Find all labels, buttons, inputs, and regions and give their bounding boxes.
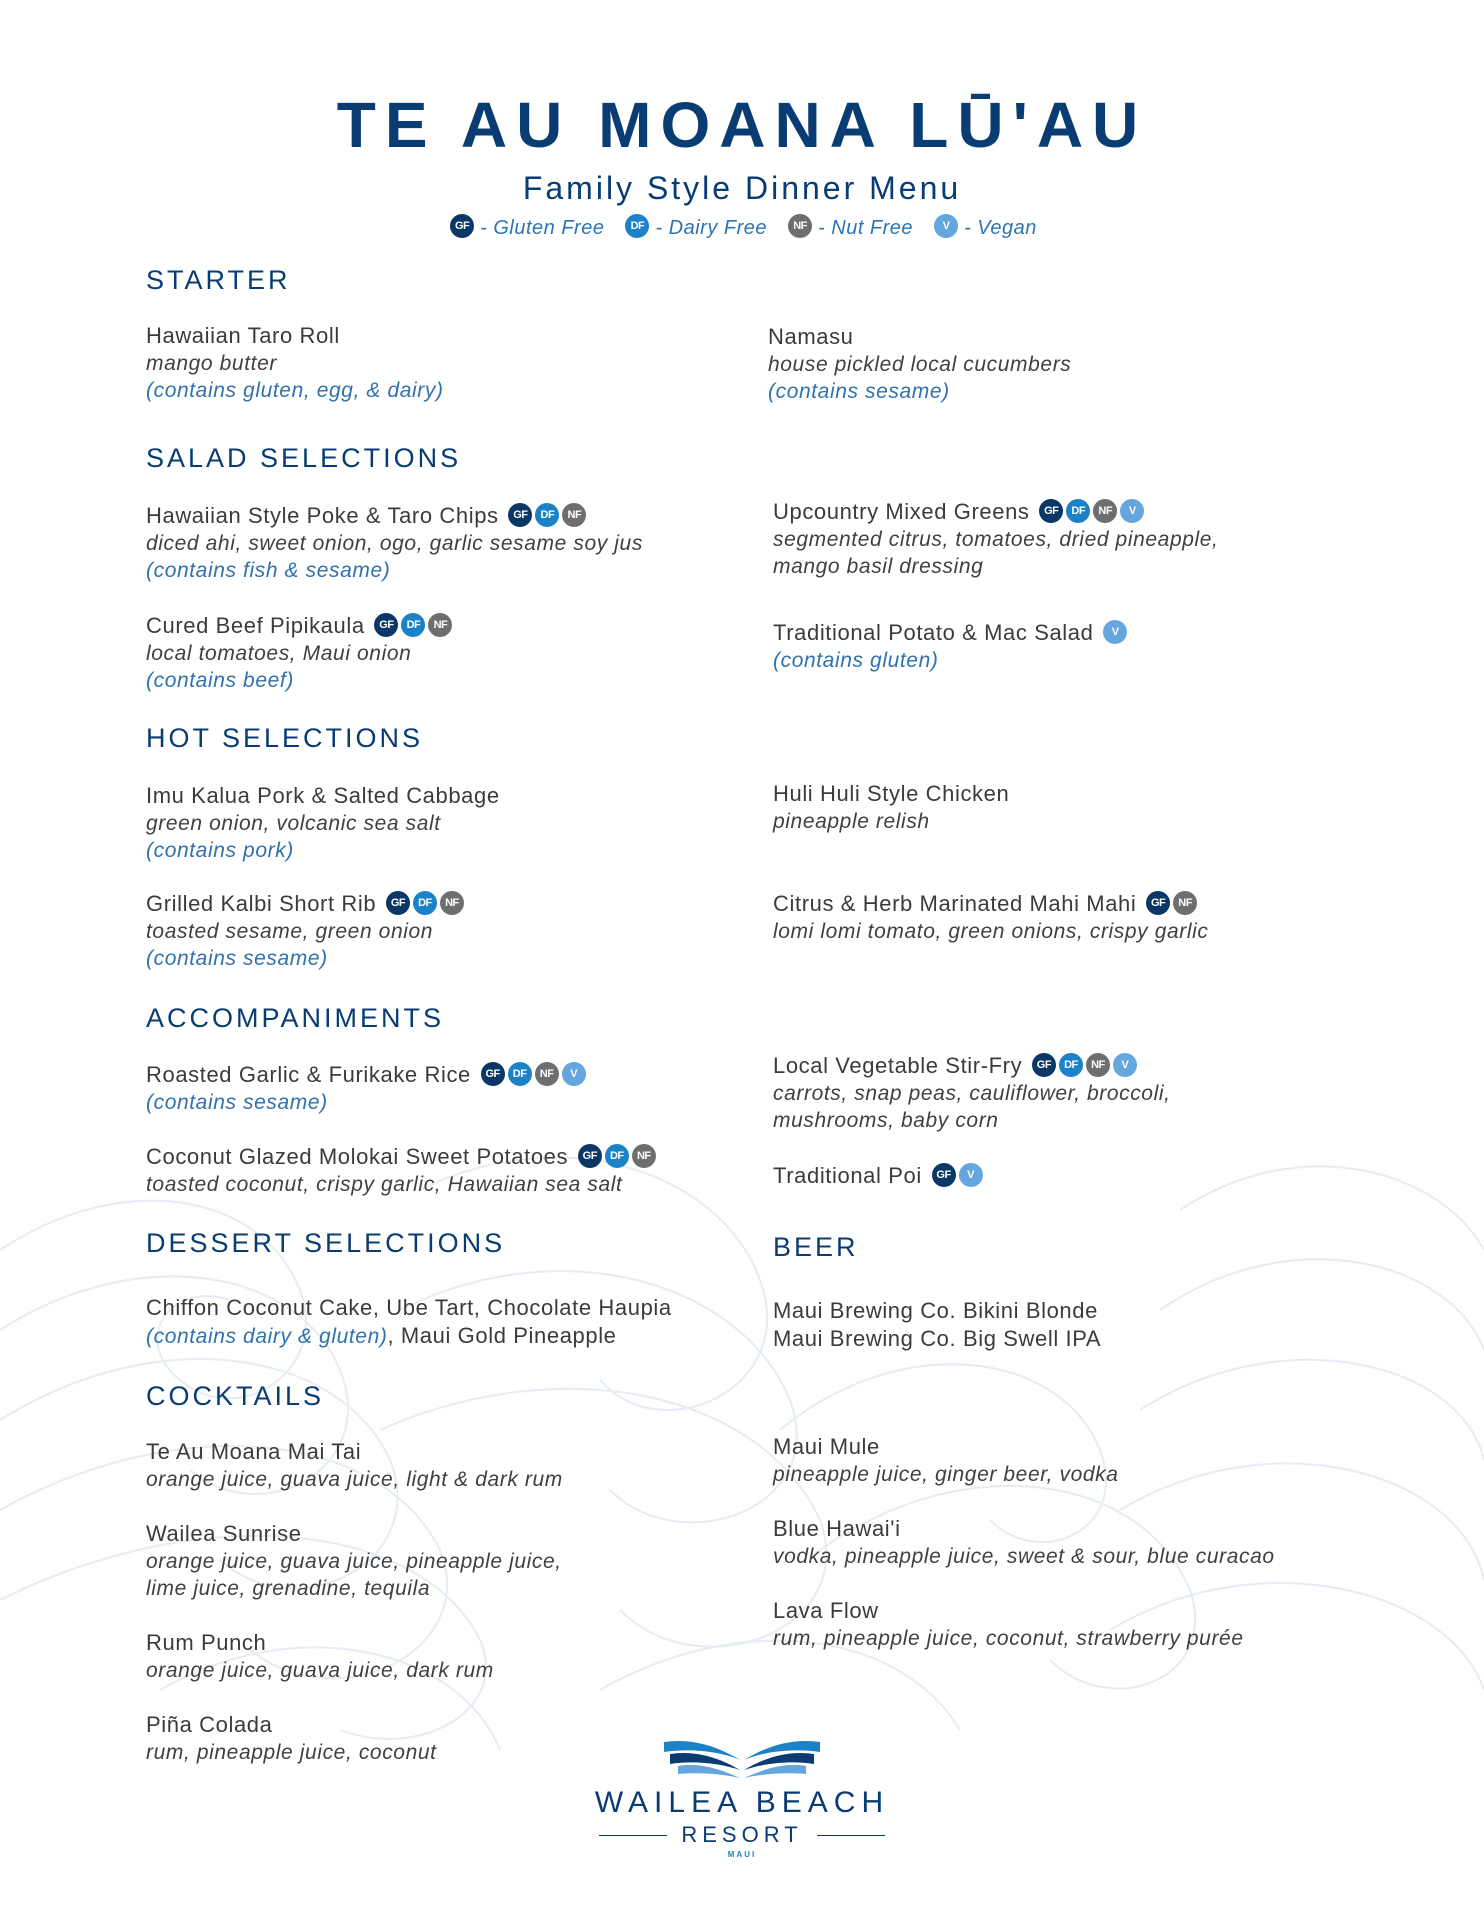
item-name: Imu Kalua Pork & Salted Cabbage — [146, 783, 500, 808]
menu-item-desserts — [146, 1294, 746, 1350]
vegan-icon: V — [1113, 1053, 1137, 1077]
menu-subtitle: Family Style Dinner Menu — [522, 170, 962, 206]
menu-item-furikake-rice — [146, 1061, 726, 1116]
nut-free-icon: NF — [562, 503, 586, 527]
item-allergen-note: (contains beef) — [146, 669, 294, 692]
gluten-free-icon: GF — [932, 1163, 956, 1187]
logo-wordmark: WAILEA BEACH — [594, 1786, 890, 1819]
item-name-continued: (contains dairy & gluten), Maui Gold Pineapple — [146, 1323, 617, 1348]
item-allergen-note: (contains sesame) — [768, 380, 950, 403]
item-name: Wailea Sunrise — [146, 1521, 302, 1546]
item-description: vodka, pineapple juice, sweet & sour, blue curacao — [773, 1545, 1275, 1568]
dairy-free-icon: DF — [413, 891, 437, 915]
beer-big-swell-ipa: Maui Brewing Co. Big Swell IPA — [773, 1326, 1102, 1351]
menu-item-kalbi-short-rib — [146, 890, 726, 972]
item-name: Piña Colada — [146, 1712, 273, 1737]
item-name: Namasu — [768, 324, 854, 349]
item-description: rum, pineapple juice, coconut — [146, 1741, 437, 1764]
vegan-icon: V — [562, 1062, 586, 1086]
beer-list — [773, 1297, 1353, 1353]
menu-item-blue-hawaii — [773, 1515, 1433, 1570]
legend-gluten-free — [447, 216, 604, 240]
item-allergen-note: (contains sesame) — [146, 1091, 328, 1114]
item-allergen-note: (contains dairy & gluten) — [146, 1325, 388, 1348]
logo-resort-text: RESORT — [681, 1822, 803, 1847]
menu-item-mai-tai — [146, 1438, 726, 1493]
gluten-free-icon: GF — [386, 891, 410, 915]
item-description: house pickled local cucumbers — [768, 353, 1072, 376]
logo-divider — [817, 1835, 885, 1836]
nut-free-icon: NF — [440, 891, 464, 915]
menu-item-kalua-pork — [146, 782, 726, 864]
menu-item-rum-punch — [146, 1629, 726, 1684]
item-name: Huli Huli Style Chicken — [773, 781, 1010, 806]
menu-item-pipikaula — [146, 612, 726, 694]
legend-label: - Gluten Free — [480, 216, 605, 239]
menu-item-potato-mac-salad — [773, 619, 1353, 674]
item-name: Chiffon Coconut Cake, Ube Tart, Chocolate Haupia — [146, 1295, 672, 1320]
item-description: lomi lomi tomato, green onions, crispy garlic — [773, 920, 1209, 943]
nut-free-icon: NF — [632, 1144, 656, 1168]
logo-location: MAUI — [727, 1850, 757, 1859]
section-heading-dessert: DESSERT SELECTIONS — [146, 1228, 506, 1258]
item-allergen-note: (contains fish & sesame) — [146, 559, 391, 582]
dairy-free-icon: DF — [605, 1144, 629, 1168]
dairy-free-icon: DF — [1059, 1053, 1083, 1077]
item-description: pineapple juice, ginger beer, vodka — [773, 1463, 1119, 1486]
menu-item-poke — [146, 502, 726, 584]
menu-item-poi — [773, 1162, 1353, 1190]
menu-item-huli-chicken — [773, 780, 1353, 835]
section-heading-beer: BEER — [773, 1232, 859, 1262]
item-description: pineapple relish — [773, 810, 930, 833]
gluten-free-icon: GF — [1032, 1053, 1056, 1077]
dairy-free-icon: DF — [535, 503, 559, 527]
section-heading-hot: HOT SELECTIONS — [146, 723, 424, 753]
nut-free-icon: NF — [1086, 1053, 1110, 1077]
item-name: Lava Flow — [773, 1598, 879, 1623]
item-allergen-note: (contains pork) — [146, 839, 294, 862]
nut-free-icon: NF — [1173, 891, 1197, 915]
item-description: orange juice, guava juice, pineapple juice, — [146, 1550, 562, 1573]
item-description: orange juice, guava juice, dark rum — [146, 1659, 494, 1682]
nut-free-icon: NF — [428, 613, 452, 637]
item-name: Coconut Glazed Molokai Sweet Potatoes GF DF NF — [146, 1143, 766, 1171]
nut-free-icon: NF — [788, 214, 812, 238]
legend-label: - Dairy Free — [655, 216, 768, 239]
gluten-free-icon: GF — [481, 1062, 505, 1086]
item-description: mango butter — [146, 352, 277, 375]
legend-label: - Nut Free — [818, 216, 914, 239]
gluten-free-icon: GF — [1146, 891, 1170, 915]
item-description: carrots, snap peas, cauliflower, broccoli, — [773, 1082, 1171, 1105]
item-allergen-note: (contains gluten, egg, & dairy) — [146, 379, 444, 402]
item-name: Citrus & Herb Marinated Mahi Mahi GF NF — [773, 890, 1353, 918]
item-name: Roasted Garlic & Furikake Rice GF DF NF V — [146, 1061, 726, 1089]
resort-wave-logo-icon — [662, 1738, 822, 1780]
dairy-free-icon: DF — [401, 613, 425, 637]
item-description: mushrooms, baby corn — [773, 1109, 999, 1132]
legend-vegan — [931, 216, 1037, 240]
item-description: green onion, volcanic sea salt — [146, 812, 441, 835]
gluten-free-icon: GF — [508, 503, 532, 527]
dairy-free-icon: DF — [1066, 499, 1090, 523]
item-name: Upcountry Mixed Greens GF DF NF V — [773, 498, 1353, 526]
menu-item-namasu — [768, 323, 1348, 405]
gluten-free-icon: GF — [578, 1144, 602, 1168]
nut-free-icon: NF — [535, 1062, 559, 1086]
menu-item-sweet-potatoes — [146, 1143, 766, 1198]
menu-item-mixed-greens — [773, 498, 1353, 580]
item-description: orange juice, guava juice, light & dark rum — [146, 1468, 563, 1491]
logo-resort-line — [0, 1822, 1484, 1848]
menu-item-mahi-mahi — [773, 890, 1353, 945]
item-allergen-note: (contains sesame) — [146, 947, 328, 970]
item-description: toasted sesame, green onion — [146, 920, 434, 943]
item-name: Blue Hawai'i — [773, 1516, 901, 1541]
vegan-icon: V — [1103, 620, 1127, 644]
item-description: diced ahi, sweet onion, ogo, garlic sesame soy jus — [146, 532, 643, 555]
item-name: Hawaiian Style Poke & Taro Chips GF DF NF — [146, 502, 726, 530]
section-heading-cocktails: COCKTAILS — [146, 1381, 325, 1411]
dietary-legend — [0, 216, 1484, 240]
item-description: rum, pineapple juice, coconut, strawberry purée — [773, 1627, 1244, 1650]
resort-logo — [0, 1786, 1484, 1859]
vegan-icon: V — [934, 214, 958, 238]
item-description: lime juice, grenadine, tequila — [146, 1577, 431, 1600]
item-name: Local Vegetable Stir-Fry GF DF NF V — [773, 1052, 1353, 1080]
section-heading-accompaniments: ACCOMPANIMENTS — [146, 1003, 445, 1033]
item-description: local tomatoes, Maui onion — [146, 642, 412, 665]
item-name: Grilled Kalbi Short Rib GF DF NF — [146, 890, 726, 918]
dairy-free-icon: DF — [625, 214, 649, 238]
beer-bikini-blonde: Maui Brewing Co. Bikini Blonde — [773, 1298, 1098, 1323]
vegan-icon: V — [959, 1163, 983, 1187]
item-name: Te Au Moana Mai Tai — [146, 1439, 362, 1464]
item-name: Maui Mule — [773, 1434, 880, 1459]
legend-nut-free — [785, 216, 913, 240]
item-name: Traditional Potato & Mac Salad V — [773, 619, 1353, 647]
dairy-free-icon: DF — [508, 1062, 532, 1086]
section-heading-starter: STARTER — [146, 265, 291, 295]
menu-item-pina-colada — [146, 1711, 726, 1766]
menu-item-lava-flow — [773, 1597, 1433, 1652]
item-description: mango basil dressing — [773, 555, 984, 578]
gluten-free-icon: GF — [450, 214, 474, 238]
item-name: Cured Beef Pipikaula GF DF NF — [146, 612, 726, 640]
nut-free-icon: NF — [1093, 499, 1117, 523]
section-heading-salad: SALAD SELECTIONS — [146, 443, 462, 473]
item-name: Traditional Poi GF V — [773, 1162, 1353, 1190]
gluten-free-icon: GF — [1039, 499, 1063, 523]
menu-item-stir-fry — [773, 1052, 1353, 1134]
item-description: segmented citrus, tomatoes, dried pineapple, — [773, 528, 1219, 551]
menu-item-maui-mule — [773, 1433, 1353, 1488]
item-description: toasted coconut, crispy garlic, Hawaiian sea salt — [146, 1173, 623, 1196]
legend-dairy-free — [622, 216, 767, 240]
gluten-free-icon: GF — [374, 613, 398, 637]
vegan-icon: V — [1120, 499, 1144, 523]
item-name: Rum Punch — [146, 1630, 267, 1655]
item-name: Hawaiian Taro Roll — [146, 323, 340, 348]
logo-divider — [599, 1835, 667, 1836]
menu-title: TE AU MOANA LŪ'AU — [336, 89, 1148, 161]
legend-label: - Vegan — [964, 216, 1037, 239]
menu-item-taro-roll — [146, 322, 726, 404]
menu-item-wailea-sunrise — [146, 1520, 726, 1602]
item-allergen-note: (contains gluten) — [773, 649, 939, 672]
